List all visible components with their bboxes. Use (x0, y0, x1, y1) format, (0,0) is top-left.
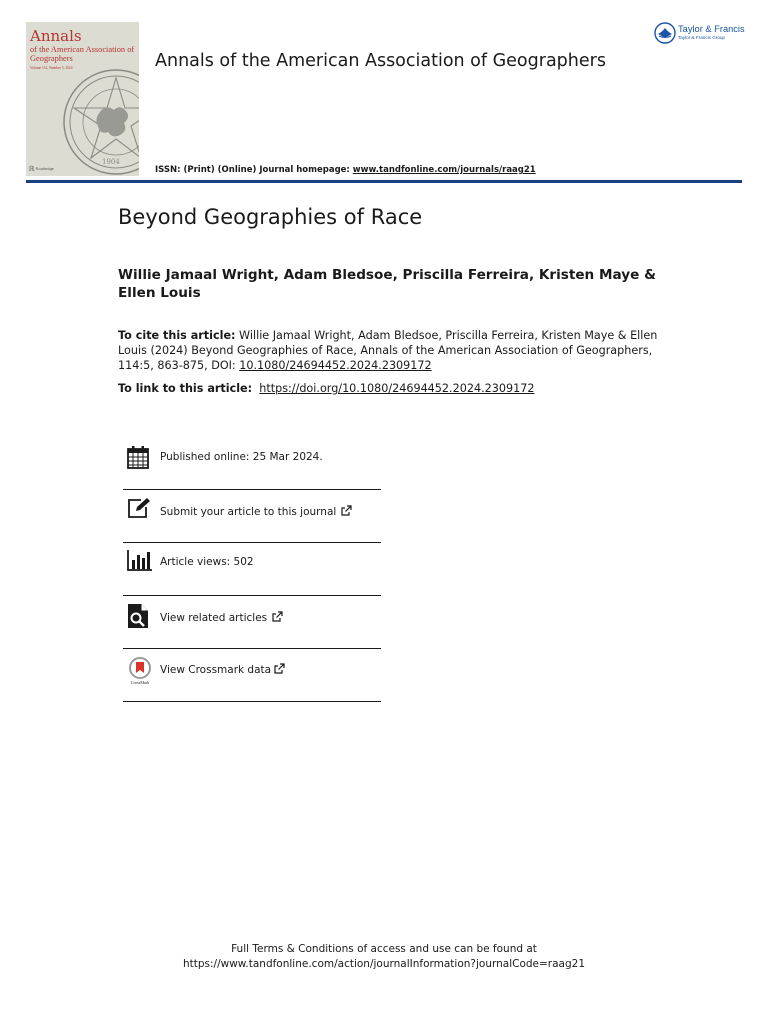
external-link-icon (272, 611, 283, 622)
search-document-icon (127, 603, 149, 629)
bar-chart-icon (127, 549, 153, 571)
routledge-icon: ℝ (29, 166, 35, 173)
article-views-text: Article views: 502 (160, 556, 254, 568)
publisher-name: Taylor & Francis (678, 24, 745, 34)
info-divider (123, 489, 381, 490)
cite-label: To cite this article: (118, 329, 236, 342)
cite-text: Willie Jamaal Wright, Adam Bledsoe, Priscilla Ferreira, Kristen Maye & Ellen Louis (2024) Beyond Geographies of Race, Annals of the American Association of Geographers, 114:5, 863-875, DOI: (118, 329, 658, 372)
publisher-logo[interactable] (654, 22, 750, 46)
edit-icon (127, 497, 151, 519)
citation-block (118, 328, 658, 373)
external-link-icon (274, 663, 285, 674)
crossmark-row[interactable] (123, 657, 381, 687)
issn-text: ISSN: (Print) (Online) Journal homepage: (155, 165, 353, 175)
terms-footer (0, 942, 768, 972)
article-link-line (118, 382, 534, 395)
submit-article-text: Submit your article to this journal (160, 506, 337, 518)
submit-article-link[interactable] (160, 505, 352, 518)
cover-publisher-mark (29, 165, 54, 173)
info-divider (123, 701, 381, 702)
article-authors: Willie Jamaal Wright, Adam Bledsoe, Priscilla Ferreira, Kristen Maye & Ellen Louis (118, 267, 656, 301)
journal-cover-image (26, 22, 139, 176)
crossmark-icon (127, 657, 153, 685)
article-title: Beyond Geographies of Race (118, 205, 423, 229)
submit-article-row[interactable] (123, 497, 381, 523)
cover-subtitle: of the American Association of Geographers (30, 45, 135, 63)
external-link-icon (341, 505, 352, 516)
issn-line (155, 165, 536, 175)
cover-volume: Volume 114, Number 5, 2024 (30, 66, 73, 70)
article-url-link[interactable]: https://doi.org/10.1080/24694452.2024.2309172 (259, 382, 535, 395)
cover-title: Annals (30, 27, 82, 45)
cover-seal-icon (62, 68, 139, 176)
journal-title: Annals of the American Association of Geographers (155, 51, 606, 71)
crossmark-logo-text: CrossMark (130, 680, 150, 685)
link-label: To link to this article: (118, 382, 253, 395)
related-articles-link[interactable] (160, 611, 283, 624)
terms-line-1: Full Terms & Conditions of access and use can be found at (231, 943, 537, 955)
article-views-row (123, 549, 381, 573)
published-online-text: Published online: 25 Mar 2024. (160, 451, 323, 463)
journal-homepage-link[interactable]: www.tandfonline.com/journals/raag21 (352, 165, 536, 175)
info-divider (123, 595, 381, 596)
crossmark-text: View Crossmark data (160, 664, 272, 676)
published-online-row (123, 445, 381, 471)
crossmark-link[interactable] (160, 663, 285, 676)
related-articles-text: View related articles (160, 612, 268, 624)
calendar-icon (127, 445, 149, 469)
header-divider (26, 180, 742, 183)
related-articles-row[interactable] (123, 603, 381, 629)
terms-line-2[interactable]: https://www.tandfonline.com/action/journalInformation?journalCode=raag21 (182, 958, 586, 970)
taylor-francis-logo-icon (654, 22, 676, 44)
cover-publisher-text: Routledge (35, 166, 54, 172)
info-divider (123, 648, 381, 649)
publisher-group: Taylor & Francis Group (678, 35, 725, 40)
cover-seal-year: 1904 (102, 158, 120, 166)
info-divider (123, 542, 381, 543)
doi-link[interactable]: 10.1080/24694452.2024.2309172 (239, 359, 432, 372)
